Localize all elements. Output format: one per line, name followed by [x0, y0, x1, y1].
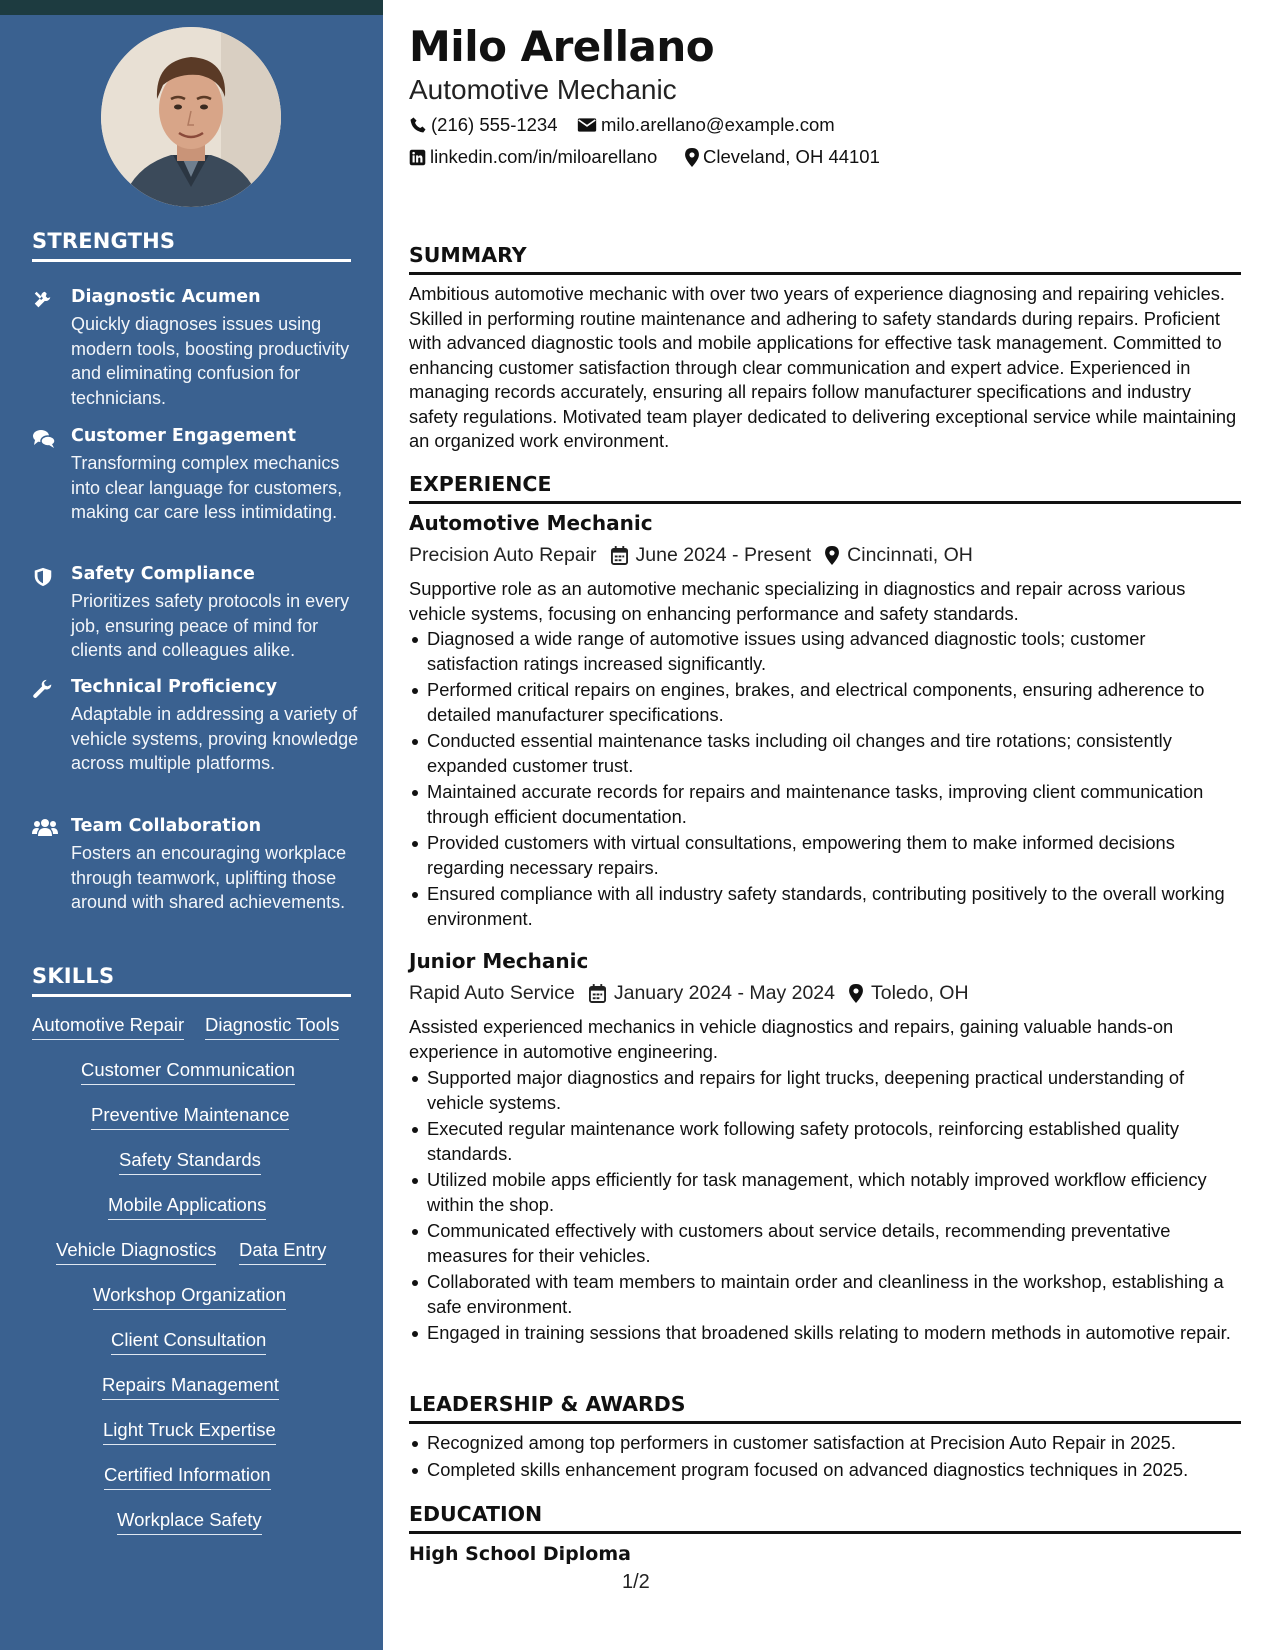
job-location: Toledo, OH	[871, 982, 969, 1004]
leadership-heading: LEADERSHIP & AWARDS	[409, 1392, 1241, 1424]
leadership-bullets	[409, 1431, 1241, 1484]
strength-description: Quickly diagnoses issues using modern tools, boosting productivity and eliminating confusion for technicians.	[71, 314, 350, 408]
job-title: Automotive Mechanic	[409, 511, 653, 535]
list-item: Maintained accurate records for repairs and maintenance tasks, improving client communication through efficient documentation.	[409, 780, 1241, 829]
strengths-heading: STRENGTHS	[32, 229, 351, 262]
email-icon	[577, 117, 597, 133]
email-text: milo.arellano@example.com	[601, 114, 835, 135]
strength-description: Transforming complex mechanics into clear language for customers, making car care less intimidating.	[71, 453, 343, 522]
strength-title: Team Collaboration	[71, 816, 262, 836]
list-item: Recognized among top performers in customer satisfaction at Precision Auto Repair in 2025.	[409, 1431, 1241, 1456]
strength-title: Safety Compliance	[71, 564, 255, 584]
strength-title: Technical Proficiency	[71, 677, 277, 697]
skill-tag: Client Consultation	[111, 1329, 266, 1355]
shield-icon	[32, 566, 56, 590]
summary-heading: SUMMARY	[409, 243, 1241, 275]
list-item: Ensured compliance with all industry safety standards, contributing positively to the overall working environment.	[409, 882, 1241, 931]
job-company: Rapid Auto Service	[409, 982, 575, 1004]
job-dates: January 2024 - May 2024	[613, 982, 835, 1004]
contact-phone	[409, 114, 558, 136]
candidate-title: Automotive Mechanic	[409, 74, 677, 105]
location-pin-icon	[825, 546, 839, 565]
job-title: Junior Mechanic	[409, 949, 589, 973]
strength-description: Adaptable in addressing a variety of vehicle systems, proving knowledge across multiple platforms.	[71, 704, 359, 773]
skill-tag: Data Entry	[239, 1239, 326, 1265]
skill-tag: Customer Communication	[81, 1059, 295, 1085]
strength-item	[32, 564, 362, 664]
skills-heading: SKILLS	[32, 964, 351, 997]
job-meta	[409, 544, 973, 567]
list-item: Diagnosed a wide range of automotive issues using advanced diagnostic tools; customer satisfaction ratings increased significantly.	[409, 627, 1241, 676]
list-item: Executed regular maintenance work following safety protocols, reinforcing established quality standards.	[409, 1117, 1241, 1166]
skill-tag: Mobile Applications	[108, 1194, 266, 1220]
list-item: Collaborated with team members to maintain order and cleanliness in the workshop, establishing a safe environment.	[409, 1270, 1241, 1319]
experience-heading: EXPERIENCE	[409, 472, 1241, 504]
list-item: Conducted essential maintenance tasks including oil changes and tire rotations; consistently expanded customer trust.	[409, 729, 1241, 778]
profile-photo	[101, 27, 281, 207]
education-degree: High School Diploma	[409, 1543, 631, 1565]
contact-email	[577, 114, 835, 136]
list-item: Performed critical repairs on engines, brakes, and electrical components, ensuring adherence to detailed manufacturer specifications.	[409, 678, 1241, 727]
job-bullets	[409, 1066, 1241, 1348]
strength-description: Fosters an encouraging workplace through teamwork, uplifting those around with shared achievements.	[71, 843, 347, 912]
summary-text: Ambitious automotive mechanic with over two years of experience diagnosing and repairing vehicles. Skilled in performing routine maintenance and adhering to safety standards during repairs. Proficient with advanced diagnostic tools and mobile applications for effective task management. Committed to enhancing customer satisfaction through clear communication and expert advice. Experienced in managing records accurately, ensuring all repairs follow manufacturer specifications and industry safety regulations. Motivated team player dedicated to delivering exceptional service while maintaining an organized work environment.	[409, 283, 1237, 451]
sidebar	[0, 0, 383, 1650]
job-meta	[409, 982, 969, 1005]
job-company: Precision Auto Repair	[409, 544, 597, 566]
contact-location	[685, 146, 880, 168]
location-pin-icon	[849, 984, 863, 1003]
skill-tag: Vehicle Diagnostics	[56, 1239, 216, 1265]
strength-item	[32, 287, 362, 407]
contact-linkedin	[409, 146, 657, 168]
strength-item	[32, 816, 362, 936]
strength-item	[32, 677, 362, 797]
list-item: Provided customers with virtual consultations, empowering them to make informed decisions regarding necessary repairs.	[409, 831, 1241, 880]
skill-tag: Certified Information	[104, 1464, 271, 1490]
location-pin-icon	[685, 148, 699, 167]
skill-tag: Repairs Management	[102, 1374, 279, 1400]
job-location: Cincinnati, OH	[847, 544, 973, 566]
skill-tag: Preventive Maintenance	[91, 1104, 289, 1130]
job-description: Supportive role as an automotive mechanic specializing in diagnostics and repair across various vehicle systems, focusing on enhancing performance and safety standards.	[409, 578, 1186, 624]
skill-tag: Light Truck Expertise	[103, 1419, 276, 1445]
sidebar-top-bar	[0, 0, 383, 15]
phone-icon	[409, 116, 427, 134]
list-item: Utilized mobile apps efficiently for task management, which notably improved workflow efficiency within the shop.	[409, 1168, 1241, 1217]
page-number: 1/2	[622, 1571, 650, 1593]
candidate-name: Milo Arellano	[409, 22, 715, 71]
linkedin-icon	[409, 149, 426, 166]
list-item: Supported major diagnostics and repairs for light trucks, deepening practical understanding of vehicle systems.	[409, 1066, 1241, 1115]
strength-title: Diagnostic Acumen	[71, 287, 261, 307]
wrench-icon	[32, 679, 56, 703]
strength-description: Prioritizes safety protocols in every job, ensuring peace of mind for clients and colleagues alike.	[71, 591, 350, 660]
skill-tag: Diagnostic Tools	[205, 1014, 339, 1040]
strength-title: Customer Engagement	[71, 426, 297, 446]
list-item: Engaged in training sessions that broadened skills relating to modern methods in automotive repair.	[409, 1321, 1241, 1346]
skill-tag: Automotive Repair	[32, 1014, 184, 1040]
phone-text: (216) 555-1234	[431, 114, 558, 135]
users-icon	[32, 818, 56, 842]
location-text: Cleveland, OH 44101	[703, 146, 880, 167]
skill-tag: Safety Standards	[119, 1149, 261, 1175]
list-item: Communicated effectively with customers about service details, recommending preventative measures for their vehicles.	[409, 1219, 1241, 1268]
comments-icon	[32, 428, 56, 452]
skill-tag: Workshop Organization	[93, 1284, 286, 1310]
job-dates: June 2024 - Present	[635, 544, 812, 566]
strength-item	[32, 426, 362, 546]
calendar-icon	[611, 546, 628, 565]
tools-icon	[32, 289, 56, 313]
skill-tag: Workplace Safety	[117, 1509, 262, 1535]
job-bullets	[409, 627, 1241, 933]
calendar-icon	[589, 984, 606, 1003]
list-item: Completed skills enhancement program focused on advanced diagnostics techniques in 2025.	[409, 1458, 1241, 1483]
linkedin-text: linkedin.com/in/miloarellano	[430, 146, 658, 167]
education-heading: EDUCATION	[409, 1502, 1241, 1534]
job-description: Assisted experienced mechanics in vehicle diagnostics and repairs, gaining valuable hands-on experience in automotive engineering.	[409, 1016, 1174, 1062]
